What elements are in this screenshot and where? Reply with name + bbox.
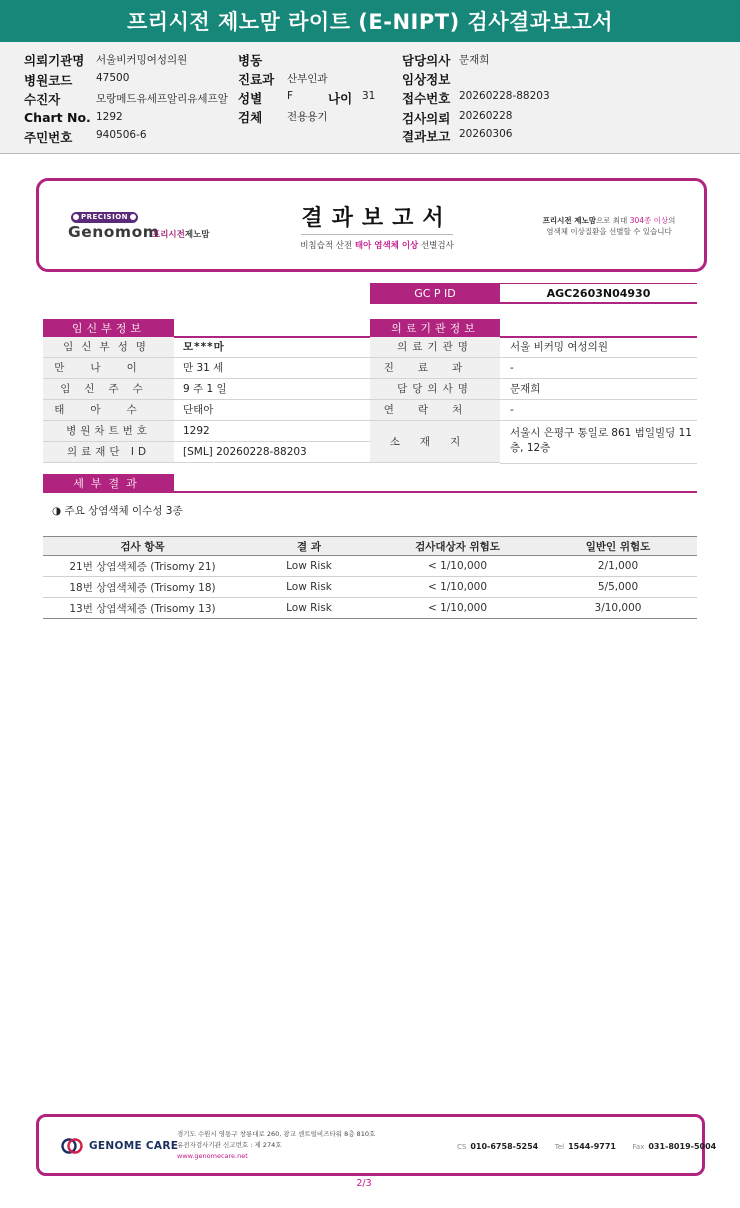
test-item: 21번 상염색체증 (Trisomy 21) [43,556,242,577]
row-value: [SML] 20260228-88203 [183,446,307,458]
row-value: 단태아 [183,404,214,416]
row-label: 의료기관명 [370,337,500,357]
tagline-brand: 프리시전 제노맘 [542,216,596,225]
label: 임상정보 [402,72,451,87]
value: 20260306 [459,128,513,140]
report-title: 결과보고서 [301,205,453,231]
column-header: 검사대상자 위험도 [376,537,539,556]
value: 31 [362,90,376,102]
row-value: 모***마 [183,341,225,353]
test-result: Low Risk [242,556,376,577]
general-risk: 2/1,000 [539,556,697,577]
section-line [43,491,697,493]
brand-kr-a: 프리시전 [152,230,185,240]
row-label: 만나이 [43,358,174,378]
table-row [43,379,370,400]
value: 문재희 [459,54,490,66]
patient-header-info [0,42,740,154]
cs-label: CS [457,1143,467,1151]
precision-badge: PRECISION [71,212,138,223]
table-row [43,556,697,577]
tagline-b: 으로 최대 [595,216,630,225]
label: 병동 [238,53,263,68]
table-row [43,598,697,619]
row-label: 진료과 [370,358,500,378]
test-result: Low Risk [242,598,376,619]
table-row [43,421,370,442]
address-label: 소재지 [370,421,500,463]
table-row [43,442,370,463]
label: 진료과 [238,72,275,87]
value: F [287,90,294,102]
row-label: 임신주수 [43,379,174,399]
tagline-line2: 염색체 이상질환을 선별할 수 있습니다 [546,227,672,236]
row-value: 서울 비커밍 여성의원 [510,341,608,353]
value: 47500 [96,72,130,84]
label: 성별 [238,91,263,106]
tagline-d: 의 [668,216,676,225]
row-value: 1292 [183,425,210,437]
value: 20260228 [459,110,513,122]
tel-label: Tel [554,1143,565,1151]
company-contacts [457,1142,716,1151]
page-number: 2/3 [356,1178,372,1189]
table-row [43,337,370,358]
address-value: 서울시 은평구 통일로 861 범일빌딩 11층, 12층 [510,427,692,454]
table-row [370,379,697,400]
table-row [43,400,370,421]
value: 산부인과 [287,73,328,85]
institution-info-section: 의료기관정보 [370,319,500,338]
subject-risk: < 1/10,000 [376,556,539,577]
company-footer [36,1114,717,1176]
row-value: 문재희 [510,383,541,395]
table-row [43,358,370,379]
tel-number: 1544-9771 [568,1142,616,1151]
row-value: 만 31 세 [183,362,224,374]
test-item: 13번 상염색체증 (Trisomy 13) [43,598,242,619]
genomom-kr-logo [152,228,210,240]
tagline-highlight: 304종 이상 [629,216,669,225]
row-label: 병원차트번호 [43,421,174,441]
general-risk: 5/5,000 [539,577,697,598]
fax-label: Fax [632,1143,645,1151]
column-header: 일반인 위험도 [539,537,697,556]
subject-risk: < 1/10,000 [376,577,539,598]
table-row [43,577,697,598]
genomom-logo: Genomom [68,223,160,241]
report-header-title: 프리시전 제노맘 라이트 (E-NIPT) 검사결과보고서 [0,0,740,42]
row-value: - [510,362,514,374]
row-label: 담당의사명 [370,379,500,399]
label: 결과보고 [402,129,451,144]
banner-tagline [509,215,709,237]
subtitle-c: 선별검사 [418,241,454,251]
column-header: 결 과 [242,537,376,556]
row-label: 의료재단 ID [43,442,174,462]
results-summary: ◑ 주요 상염색체 이수성 3종 [52,505,183,517]
table-row [370,400,697,421]
title-underline [301,234,453,235]
test-item: 18번 상염색체증 (Trisomy 18) [43,577,242,598]
label: 수진자 [24,92,61,107]
brand-kr-b: 제노맘 [184,230,210,240]
row-label: 임신부성명 [43,337,174,357]
table-header-row [43,537,697,556]
row-label: 태아수 [43,400,174,420]
subtitle-a: 비침습적 산전 [300,241,355,251]
value: 1292 [96,111,123,123]
address-line2: 유전자검사기관 신고번호 : 제 274호 [177,1141,282,1149]
value: 940506-6 [96,129,147,141]
subject-risk: < 1/10,000 [376,598,539,619]
label: 접수번호 [402,91,451,106]
row-value: 9 주 1 일 [183,383,227,395]
row-label: 연락처 [370,400,500,420]
table-row [370,337,697,358]
value: 전용용기 [287,111,328,123]
label: 나이 [328,91,353,106]
results-table [43,536,697,619]
company-name: GENOME CARE [89,1140,179,1152]
label: 의뢰기관명 [24,53,85,68]
genome-care-logo-icon [61,1137,83,1155]
company-website: www.genomecare.net [177,1152,248,1160]
label: 담당의사 [402,53,451,68]
label: 주민번호 [24,130,73,145]
address-line1: 경기도 수원시 영통구 창룡대로 260, 광교 센트럴비즈타워 8층 810호 [177,1130,376,1138]
value: 서울비커밍여성의원 [96,54,188,66]
results-section: 세부결과 [43,474,174,493]
test-result: Low Risk [242,577,376,598]
cs-number: 010-6758-5254 [470,1142,539,1151]
report-banner [36,178,707,272]
general-risk: 3/10,000 [539,598,697,619]
value: 모랑메드유세프알리유세프알 [96,93,228,105]
value: 20260228-88203 [459,90,550,102]
gc-pid-value: AGC2603N04930 [500,283,697,304]
table-row [370,358,697,379]
label: 병원코드 [24,73,73,88]
gc-pid-label: GC P ID [370,283,500,304]
subtitle-highlight: 태아 염색체 이상 [354,241,419,251]
column-header: 검사 항목 [43,537,242,556]
label: 검체 [238,110,263,125]
report-subtitle [269,239,485,251]
pregnant-info-section: 임신부정보 [43,319,174,338]
company-address [177,1129,375,1162]
fax-number: 031-8019-5004 [648,1142,717,1151]
label: Chart No. [24,110,91,125]
row-value: - [510,404,514,416]
row-divider [500,463,697,464]
label: 검사의뢰 [402,111,451,126]
